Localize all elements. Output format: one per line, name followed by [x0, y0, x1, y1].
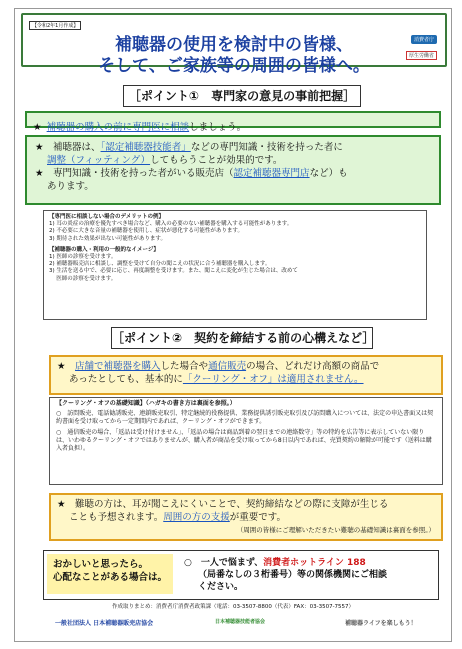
support-link[interactable]: 周囲の方の支援	[163, 512, 230, 523]
date-tag: 【令和2年1月作成】	[29, 21, 81, 30]
flyer-page	[14, 8, 452, 642]
point2-box: ★ 店舗で補聴器を購入した場合や通信販売の場合、どれだけ高額の商品で あったとしても、基本的に「クーリング・オフ」は適用されません。	[49, 355, 443, 395]
cooling-heading: 【クーリング・オフの基礎知識】（ハガキの書き方は裏面を参照。）	[56, 400, 236, 407]
title-line2: そして、ご家族等の周囲の皆様へ。	[98, 56, 370, 76]
box2-text-f: あります。	[47, 181, 94, 192]
footer-credit: 作成取りまとめ：消費者庁消費者政策課（電話：03-3507-8800（代表）FAX：03-3507-7557）	[111, 604, 355, 610]
mhlw-logo: 厚生労働省	[406, 51, 437, 60]
org3-logo: 補聴器ライフを楽しもう！	[345, 620, 417, 627]
fitting-link[interactable]: 調整（フィッティング）	[47, 155, 151, 166]
hotline-prompt-line2: 心配なことがある場合は。	[53, 572, 168, 583]
point2-heading: ［ポイント② 契約を締結する前の心構えなど］	[111, 327, 373, 349]
box2-text-d: 専門知識・技術を持った者がいる販売店（	[53, 168, 234, 179]
cooling-off-link[interactable]: 「クーリング・オフ」は適用されません。	[182, 374, 364, 385]
box2-text-b: などの専門知識・技術を持った者に	[190, 142, 343, 153]
demerit-item: 3) 期待された効果が出ない可能性があります。	[49, 235, 166, 242]
org1-logo: 一般社団法人 日本補聴器販売店協会	[55, 620, 154, 627]
star-icon: ★	[33, 122, 42, 133]
box2-text-e: など）も	[309, 168, 348, 179]
cooling-item: ○ 通信販売の場合、「返品は受け付けません」、「返品の場合は商品到着の翌日までの連絡数守」等の特約を広告等に表示していない限りは、いわゆるクーリング・オフではありませんが、購入者が商品を受け取ってから8日以内であれば、売買契約の解除が可能です（送料は購入者負担）。	[56, 429, 432, 452]
disability-box	[49, 493, 443, 541]
cooling-item: ○ 訪問販売、電話勧誘販売、連鎖販売取引、特定継続的役務提供、業務提供誘引販売取引及び訪問購入については、法定の申込書面又は契約書面を受け取ってから一定期間内であれば、クーリング・オフができます。	[56, 410, 434, 425]
image-item: 2) 補聴器販売店に相談し、調整を受けて自分の聞こえの状況に合う補聴器を購入します。	[49, 261, 271, 268]
store-purchase-link[interactable]: 店舗で補聴器を購入	[75, 361, 161, 372]
p2-text-a: した場合や	[160, 361, 209, 372]
certified-shop-link[interactable]: 認定補聴器専門店	[233, 168, 310, 179]
disability-text: が重要です。	[229, 512, 287, 523]
demerit-item: 1) 耳の炎症の治療を優先すべき場合など、購入の必要のない補聴器を購入する可能性があります。	[49, 221, 293, 228]
disability-note: （周囲の皆様にご理解いただきたい難聴の基礎知識は裏面を参照。）	[236, 526, 435, 534]
image-item: 医師の診察を受けます。	[49, 275, 117, 282]
box2-text-c: してもらうことが効果的です。	[150, 155, 283, 166]
hotline-text: ください。	[198, 582, 244, 592]
disability-text: ことも予想されます。	[69, 512, 164, 523]
title-line1: 補聴器の使用を検討中の皆様、	[115, 35, 353, 55]
hotline-text: ○ 一人で悩まず、	[184, 558, 264, 568]
p2-text-c: あったとしても、基本的に	[69, 374, 183, 385]
image-item: 3) 生活を送る中で、必要に応じ、再度調整を受けます。また、聞こえに変化が生じた場合は、改めて	[49, 268, 298, 275]
demerit-item: 2) 不必要に大きな音量の補聴器を使用し、症状が悪化する可能性があります。	[49, 228, 243, 235]
demerit-panel	[43, 210, 427, 320]
point1-box2: ★ 補聴器は、「認定補聴器技能者」などの専門知識・技術を持った者に 調整（フィッティング）してもらうことが効果的です。 ★ 専門知識・技術を持った者がいる販売店（認定補聴器専門店など）も あります。	[25, 135, 441, 205]
point1-heading: ［ポイント① 専門家の意見の事前把握］	[123, 85, 361, 107]
box1-rest: しましょう。	[189, 122, 247, 133]
header-box	[21, 13, 447, 76]
demerit-heading: 【専門医に相談しない場合のデメリットの例】	[49, 214, 165, 220]
cooling-off-panel	[49, 397, 443, 485]
box2-text-a: 補聴器は、	[53, 142, 101, 153]
point1-box1	[25, 111, 441, 133]
image-item: 1) 医師の診察を受けます。	[49, 254, 117, 261]
image-heading: 【補聴器の購入・利用の一般的なイメージ】	[49, 246, 159, 253]
hotline-prompt	[47, 554, 173, 594]
hotline-text: （局番なしの３桁番号）等の関係機関にご相談	[198, 570, 388, 580]
caa-logo: 消費者庁	[411, 35, 437, 44]
hotline-info	[184, 557, 432, 593]
org2-logo: 日本補聴器技能者協会	[215, 619, 266, 625]
certified-technician-link[interactable]: 「認定補聴器技能者」	[100, 142, 191, 153]
hotline-prompt-line1: おかしいと思ったら。	[53, 559, 149, 570]
hotline-box	[43, 550, 439, 600]
p2-text-b: の場合、どれだけ高額の商品で	[246, 361, 380, 372]
mail-order-link[interactable]: 通信販売	[208, 361, 247, 372]
hotline-number[interactable]: 消費者ホットライン 188	[263, 558, 366, 568]
disability-line1: ★ 難聴の方は、耳が聞こえにくいことで、契約締結などの際に支障が生じる	[57, 499, 389, 510]
consult-doctor-link[interactable]: 補聴器の購入の前に専門医に相談	[46, 122, 190, 133]
